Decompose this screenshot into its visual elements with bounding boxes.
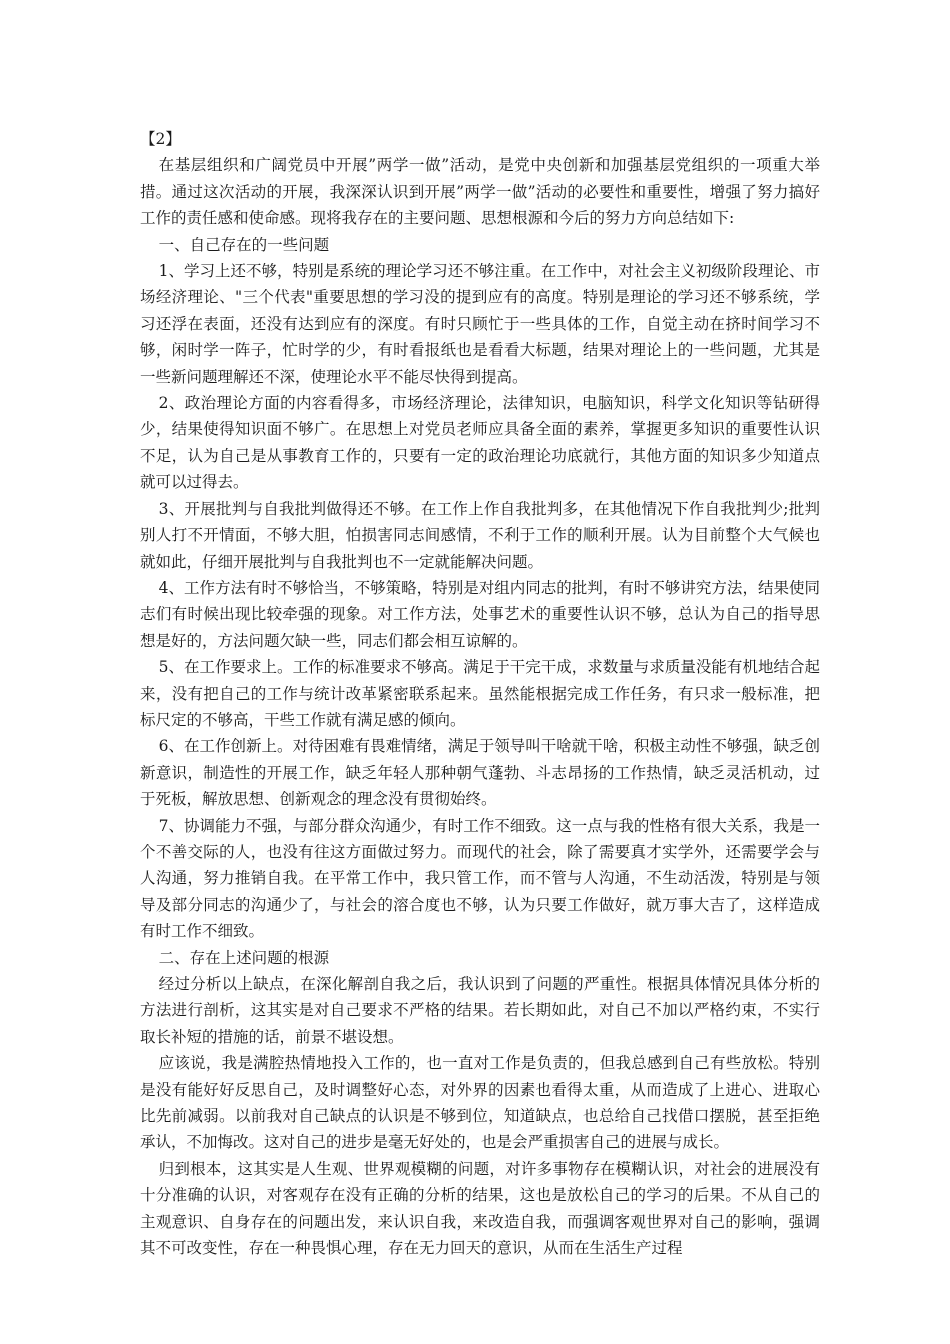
root-cause-paragraph-2: 应该说，我是满腔热情地投入工作的，也一直对工作是负责的，但我总感到自己有些放松。特别是没有能好好反思自己，及时调整好心态，对外界的因素也看得太重，从而造成了上进心、进取心比先前减弱。以前我对自己缺点的认识是不够到位，知道缺点，也总给自己找借口摆脱，甚至拒绝承认，不加悔改。这对自己的进步是毫无好处的，也是会严重损害自己的进展与成长。 <box>140 1054 820 1152</box>
problem-item-4: 4、工作方法有时不够恰当，不够策略，特别是对组内同志的批判，有时不够讲究方法，结果使同志们有时候出现比较牵强的现象。对工作方法，处事艺术的重要性认识不够，总认为自己的指导思想是好的，方法问题欠缺一些，同志们都会相互谅解的。 <box>140 578 820 650</box>
problem-item-6: 6、在工作创新上。对待困难有畏难情绪，满足于领导叫干啥就干啥，积极主动性不够强，缺乏创新意识，制造性的开展工作，缺乏年轻人那种朝气蓬勃、斗志昂扬的工作热情，缺乏灵活机动，过于死板，解放思想、创新观念的理念没有贯彻始终。 <box>140 737 820 809</box>
section-marker: 【2】 <box>140 130 181 148</box>
problem-item-3: 3、开展批判与自我批判做得还不够。在工作上作自我批判多，在其他情况下作自我批判少;批判别人打不开情面，不够大胆，怕损害同志间感情，不利于工作的顺利开展。认为目前整个大气候也就如此，仔细开展批判与自我批判也不一定就能解决问题。 <box>140 499 820 571</box>
heading-root-causes: 二、存在上述问题的根源 <box>158 948 330 967</box>
problem-item-2: 2、政治理论方面的内容看得多，市场经济理论，法律知识，电脑知识，科学文化知识等钻研得少，结果使得知识面不够广。在思想上对党员老师应具备全面的素养，掌握更多知识的重要性认识不足，认为自己是从事教育工作的，只要有一定的政治理论功底就行，其他方面的知识多少知道点就可以过得去。 <box>140 394 820 492</box>
intro-paragraph: 在基层组织和广阔党员中开展”两学一做”活动，是党中央创新和加强基层党组织的一项重大举措。通过这次活动的开展，我深深认识到开展”两学一做”活动的必要性和重要性，增强了努力搞好工作的责任感和使命感。现将我存在的主要问题、思想根源和今后的努力方向总结如下: <box>140 156 820 228</box>
root-cause-paragraph-3: 归到根本，这其实是人生观、世界观模糊的问题，对许多事物存在模糊认识，对社会的进展没有十分准确的认识，对客观存在没有正确的分析的结果，这也是放松自己的学习的后果。不从自己的主观意识、自身存在的问题出发，来认识自我，来改造自我，而强调客观世界对自己的影响，强调其不可改变性，存在一种畏惧心理，存在无力回天的意识，从而在生活生产过程 <box>140 1159 820 1258</box>
problem-item-1: 1、学习上还不够，特别是系统的理论学习还不够注重。在工作中，对社会主义初级阶段理论、市场经济理论、"三个代表"重要思想的学习没的提到应有的高度。特别是理论的学习还不够系统，学习还浮在表面，还没有达到应有的深度。有时只顾忙于一些具体的工作，自觉主动在挤时间学习不够，闲时学一阵子，忙时学的少，有时看报纸也是看看大标题，结果对理论上的一些问题，尤其是一些新问题理解还不深，使理论水平不能尽快得到提高。 <box>140 262 820 386</box>
heading-problems: 一、自己存在的一些问题 <box>158 235 330 254</box>
root-cause-paragraph-1: 经过分析以上缺点，在深化解剖自我之后，我认识到了问题的严重性。根据具体情况具体分析的方法进行剖析，这其实是对自己要求不严格的结果。若长期如此，对自己不加以严格约束，不实行取长补短的措施的话，前景不堪设想。 <box>140 975 820 1046</box>
problem-item-5: 5、在工作要求上。工作的标准要求不够高。满足于干完干成，求数量与求质量没能有机地结合起来，没有把自己的工作与统计改革紧密联系起来。虽然能根据完成工作任务，有只求一般标准，把标尺定的不够高，干些工作就有满足感的倾向。 <box>140 658 820 729</box>
problem-item-7: 7、协调能力不强，与部分群众沟通少，有时工作不细致。这一点与我的性格有很大关系，我是一个不善交际的人，也没有往这方面做过努力。而现代的社会，除了需要真才实学外，还需要学会与人沟通，努力推销自我。在平常工作中，我只管工作，而不管与人沟通，不生动活泼，特别是与领导及部分同志的沟通少了，与社会的溶合度也不够，认为只要工作做好，就万事大吉了，这样造成有时工作不细致。 <box>140 816 820 941</box>
document-body <box>140 126 820 1261</box>
